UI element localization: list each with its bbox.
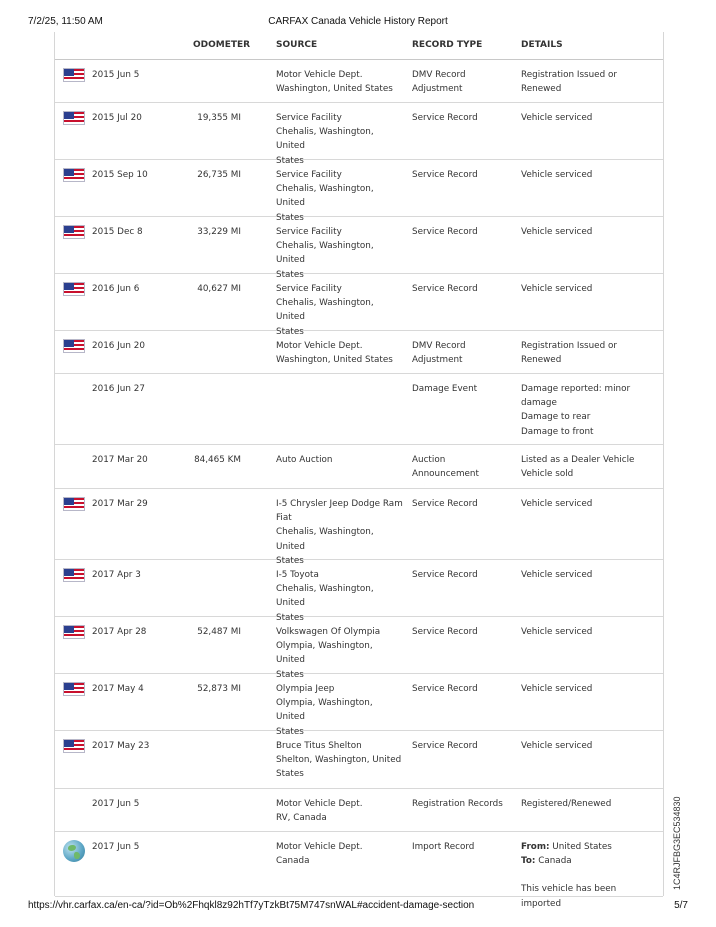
- row-record-type-line: Import Record: [412, 842, 475, 852]
- row-source-line: States: [276, 612, 304, 623]
- row-date: 2016 Jun 20: [92, 341, 145, 351]
- globe-icon: [63, 840, 85, 862]
- table-row: [55, 788, 663, 832]
- table-row: [55, 373, 663, 445]
- row-source-line: States: [276, 326, 304, 337]
- row-record-type: [412, 382, 514, 396]
- row-source-line: States: [276, 555, 304, 566]
- row-date: 2015 Jul 20: [92, 113, 142, 123]
- row-details-line: Vehicle serviced: [521, 227, 593, 237]
- row-record-type: [412, 568, 514, 582]
- row-record-type: [412, 225, 514, 239]
- row-source-line: Service Facility: [276, 227, 342, 237]
- row-source-line: States: [276, 769, 304, 780]
- print-url[interactable]: https://vhr.carfax.ca/en-ca/?id=Ob%2Fhqkl8z92hTf7yTzkBt75M747snWAL#accident-damage-section: [28, 900, 475, 911]
- table-row: [55, 159, 663, 223]
- row-source: [276, 497, 404, 568]
- row-details: [521, 625, 659, 639]
- import-from-value: United States: [549, 842, 612, 852]
- table-row: [55, 330, 663, 374]
- row-source-line: Auto Auction: [276, 455, 333, 465]
- row-source: [276, 739, 404, 782]
- row-source-line: States: [276, 155, 304, 166]
- print-footer: [0, 900, 716, 914]
- row-record-type-line: Service Record: [412, 684, 478, 694]
- row-details-line: Vehicle serviced: [521, 570, 593, 580]
- row-source-line: Shelton, Washington, United: [276, 755, 402, 766]
- row-source-line: Olympia, Washington, United: [276, 641, 373, 666]
- row-source-line: Washington, United States: [276, 84, 393, 95]
- row-odometer: 19,355 MI: [197, 113, 241, 123]
- row-details-line: Registration Issued or Renewed: [521, 341, 617, 366]
- row-date: 2017 Jun 5: [92, 842, 140, 852]
- header-source: SOURCE: [276, 40, 318, 50]
- row-source-line: Motor Vehicle Dept.: [276, 799, 363, 809]
- row-details: [521, 739, 659, 753]
- row-details: [521, 225, 659, 239]
- row-record-type-line: Service Record: [412, 741, 478, 751]
- row-details-line: Vehicle serviced: [521, 627, 593, 637]
- print-datetime: 7/2/25, 11:50 AM: [28, 16, 103, 27]
- row-details: [521, 568, 659, 582]
- row-source-line: Service Facility: [276, 113, 342, 123]
- us-flag-icon: [63, 68, 85, 82]
- table-row: [55, 673, 663, 737]
- row-record-type-line: Auction Announcement: [412, 455, 479, 480]
- us-flag-icon: [63, 739, 85, 753]
- row-details: [521, 168, 659, 182]
- row-details: [521, 111, 659, 125]
- row-source-line: Washington, United States: [276, 355, 393, 366]
- print-header: [0, 16, 716, 30]
- us-flag-icon: [63, 682, 85, 696]
- row-source-line: States: [276, 726, 304, 737]
- row-details: [521, 282, 659, 296]
- row-date: 2015 Jun 5: [92, 70, 140, 80]
- us-flag-icon: [63, 225, 85, 239]
- row-source-line: Chehalis, Washington, United: [276, 127, 374, 152]
- row-source: [276, 797, 404, 825]
- row-record-type: [412, 497, 514, 511]
- table-row: [55, 488, 663, 566]
- row-odometer: 52,873 MI: [197, 684, 241, 694]
- row-record-type: [412, 111, 514, 125]
- row-record-type-line: Service Record: [412, 113, 478, 123]
- row-source: [276, 840, 404, 868]
- row-record-type-line: Service Record: [412, 284, 478, 294]
- row-source: [276, 339, 404, 367]
- row-details-line: Vehicle serviced: [521, 170, 593, 180]
- row-record-type-line: Service Record: [412, 170, 478, 180]
- row-source-line: Service Facility: [276, 170, 342, 180]
- import-to-value: Canada: [535, 856, 572, 867]
- table-row: [55, 273, 663, 337]
- row-odometer: 40,627 MI: [197, 284, 241, 294]
- row-record-type-line: Service Record: [412, 570, 478, 580]
- us-flag-icon: [63, 282, 85, 296]
- row-details-line: Vehicle serviced: [521, 684, 593, 694]
- row-details-line: Vehicle sold: [521, 469, 574, 480]
- row-details: [521, 797, 659, 811]
- header-record-type: RECORD TYPE: [412, 40, 483, 50]
- row-date: 2017 Apr 3: [92, 570, 141, 580]
- us-flag-icon: [63, 111, 85, 125]
- row-details-line: Damage to rear: [521, 412, 591, 423]
- row-details: [521, 339, 659, 367]
- row-source-line: Chehalis, Washington, United: [276, 584, 374, 609]
- row-source-line: RV, Canada: [276, 813, 327, 824]
- row-date: 2017 Apr 28: [92, 627, 147, 637]
- row-source-line: Bruce Titus Shelton: [276, 741, 362, 751]
- import-note: This vehicle has been imported: [521, 884, 617, 909]
- row-source-line: Volkswagen Of Olympia: [276, 627, 381, 637]
- row-details-line: Damage to front: [521, 426, 594, 437]
- row-source-line: Motor Vehicle Dept.: [276, 341, 363, 351]
- row-details-line: Damage reported: minor: [521, 384, 631, 394]
- row-record-type: [412, 739, 514, 753]
- row-source-line: Canada: [276, 856, 310, 867]
- row-details-line: Registration Issued or Renewed: [521, 70, 617, 95]
- row-odometer: 33,229 MI: [197, 227, 241, 237]
- row-date: 2017 Mar 29: [92, 499, 148, 509]
- row-source: [276, 68, 404, 96]
- row-record-type-line: DMV Record: [412, 70, 466, 80]
- us-flag-icon: [63, 168, 85, 182]
- row-source-line: States: [276, 212, 304, 223]
- row-odometer: 84,465 KM: [194, 455, 241, 465]
- row-details-line: Registered/Renewed: [521, 799, 612, 809]
- row-date: 2017 Jun 5: [92, 799, 140, 809]
- header-odometer: ODOMETER: [193, 40, 251, 50]
- row-source-line: I-5 Chrysler Jeep Dodge Ram: [276, 499, 403, 509]
- row-record-type-line: Service Record: [412, 499, 478, 509]
- row-source-line: Motor Vehicle Dept.: [276, 70, 363, 80]
- vin-vertical: [670, 796, 684, 900]
- row-date: 2015 Sep 10: [92, 170, 148, 180]
- row-date: 2017 May 23: [92, 741, 150, 751]
- row-record-type-line: Service Record: [412, 227, 478, 237]
- row-details: [521, 68, 659, 96]
- row-details-line: damage: [521, 398, 557, 409]
- us-flag-icon: [63, 497, 85, 511]
- table-row: [55, 730, 663, 789]
- row-details-line: Vehicle serviced: [521, 113, 593, 123]
- row-details: [521, 682, 659, 696]
- us-flag-icon: [63, 568, 85, 582]
- header-details: DETAILS: [521, 40, 563, 50]
- import-to-label: To:: [521, 856, 536, 867]
- row-source: [276, 453, 404, 467]
- table-row: [55, 444, 663, 489]
- row-record-type: [412, 682, 514, 696]
- table-row: [55, 616, 663, 680]
- table-row: [55, 559, 663, 623]
- row-record-type-line: DMV Record: [412, 341, 466, 351]
- row-source-line: Motor Vehicle Dept.: [276, 842, 363, 852]
- row-source-line: Service Facility: [276, 284, 342, 294]
- row-date: 2017 May 4: [92, 684, 144, 694]
- row-source-line: Chehalis, Washington, United: [276, 298, 374, 323]
- row-odometer: 52,487 MI: [197, 627, 241, 637]
- row-date: 2017 Mar 20: [92, 455, 148, 465]
- row-record-type-line: Service Record: [412, 627, 478, 637]
- row-record-type-line: Adjustment: [412, 84, 463, 95]
- us-flag-icon: [63, 625, 85, 639]
- table-header: [55, 32, 663, 60]
- page-number: 5/7: [674, 900, 688, 911]
- import-from-label: From:: [521, 842, 550, 852]
- row-source-line: States: [276, 269, 304, 280]
- row-source-line: Olympia Jeep: [276, 684, 335, 694]
- row-details-line: Listed as a Dealer Vehicle: [521, 455, 635, 465]
- table-row: [55, 59, 663, 103]
- us-flag-icon: [63, 339, 85, 353]
- row-odometer: 26,735 MI: [197, 170, 241, 180]
- row-record-type: [412, 840, 514, 854]
- row-record-type-line: Registration Records: [412, 799, 503, 809]
- row-record-type: [412, 797, 514, 811]
- row-details: [521, 453, 659, 481]
- row-date: 2016 Jun 6: [92, 284, 140, 294]
- row-source-line: Chehalis, Washington, United: [276, 184, 374, 209]
- row-record-type: [412, 282, 514, 296]
- row-source-line: Chehalis, Washington, United: [276, 241, 374, 266]
- row-record-type: [412, 453, 514, 481]
- row-record-type: [412, 68, 514, 96]
- row-record-type-line: Adjustment: [412, 355, 463, 366]
- print-title: CARFAX Canada Vehicle History Report: [268, 16, 448, 27]
- row-source-line: Chehalis, Washington, United: [276, 527, 374, 552]
- row-source-line: I-5 Toyota: [276, 570, 319, 580]
- vin-text: 1C4RJFBG3EC534830: [672, 796, 682, 890]
- row-details: [521, 497, 659, 511]
- row-date: 2015 Dec 8: [92, 227, 143, 237]
- row-record-type: [412, 625, 514, 639]
- row-details-line: Vehicle serviced: [521, 284, 593, 294]
- row-record-type: [412, 339, 514, 367]
- row-details: [521, 382, 659, 439]
- row-details-line: Vehicle serviced: [521, 499, 593, 509]
- row-details-line: Vehicle serviced: [521, 741, 593, 751]
- row-source-line: States: [276, 669, 304, 680]
- table-row: [55, 216, 663, 280]
- table-row: [55, 102, 663, 166]
- row-record-type: [412, 168, 514, 182]
- row-source-line: Fiat: [276, 513, 292, 524]
- row-date: 2016 Jun 27: [92, 384, 145, 394]
- row-record-type-line: Damage Event: [412, 384, 478, 394]
- row-source-line: Olympia, Washington, United: [276, 698, 373, 723]
